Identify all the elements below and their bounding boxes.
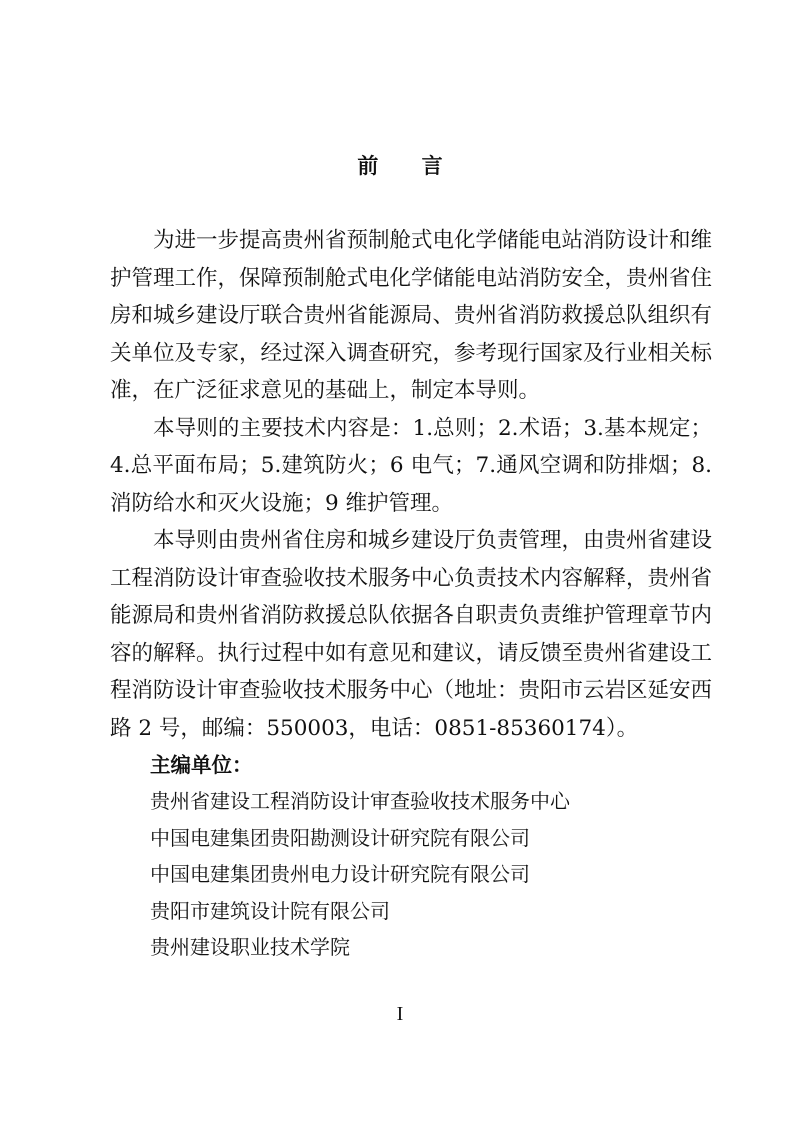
list-item: 贵阳市建筑设计院有限公司 — [150, 898, 390, 923]
list-item: 贵州省建设工程消防设计审查验收技术服务中心 — [150, 789, 570, 813]
page-number: I — [396, 1003, 404, 1025]
paragraph-contents: 本导则的主要技术内容是：1.总则；2.术语；3.基本规定；4.总平面布局；5.建筑防火；6 电气；7.通风空调和防排烟；8.消防给水和灭火设施；9 维护管理。 — [110, 415, 712, 516]
page-title: 前 言 — [357, 154, 461, 178]
editor-units-heading: 主编单位： — [150, 753, 253, 777]
editor-units-list — [110, 783, 712, 966]
document-body — [110, 222, 712, 966]
list-item: 中国电建集团贵阳勘测设计研究院有限公司 — [150, 825, 530, 850]
paragraph-purpose: 为进一步提高贵州省预制舱式电化学储能电站消防设计和维护管理工作，保障预制舱式电化学储能电站消防安全，贵州省住房和城乡建设厅联合贵州省能源局、贵州省消防救援总队组织有关单位及专家，经过深入调查研究，参考现行国家及行业相关标准，在广泛征求意见的基础上，制定本导则。 — [110, 228, 713, 403]
paragraph-management: 本导则由贵州省住房和城乡建设厅负责管理，由贵州省建设工程消防设计审查验收技术服务中心负责技术内容解释，贵州省能源局和贵州省消防救援总队依据各自职责负责维护管理章节内容的解释。执行过程中如有意见和建议，请反馈至贵州省建设工程消防设计审查验收技术服务中心（地址：贵阳市云岩区延安西路 2 号，邮编：550003，电话：0851-85360174）。 — [110, 528, 713, 741]
list-item: 中国电建集团贵州电力设计研究院有限公司 — [150, 862, 530, 886]
list-item: 贵州建设职业技术学院 — [150, 935, 350, 959]
